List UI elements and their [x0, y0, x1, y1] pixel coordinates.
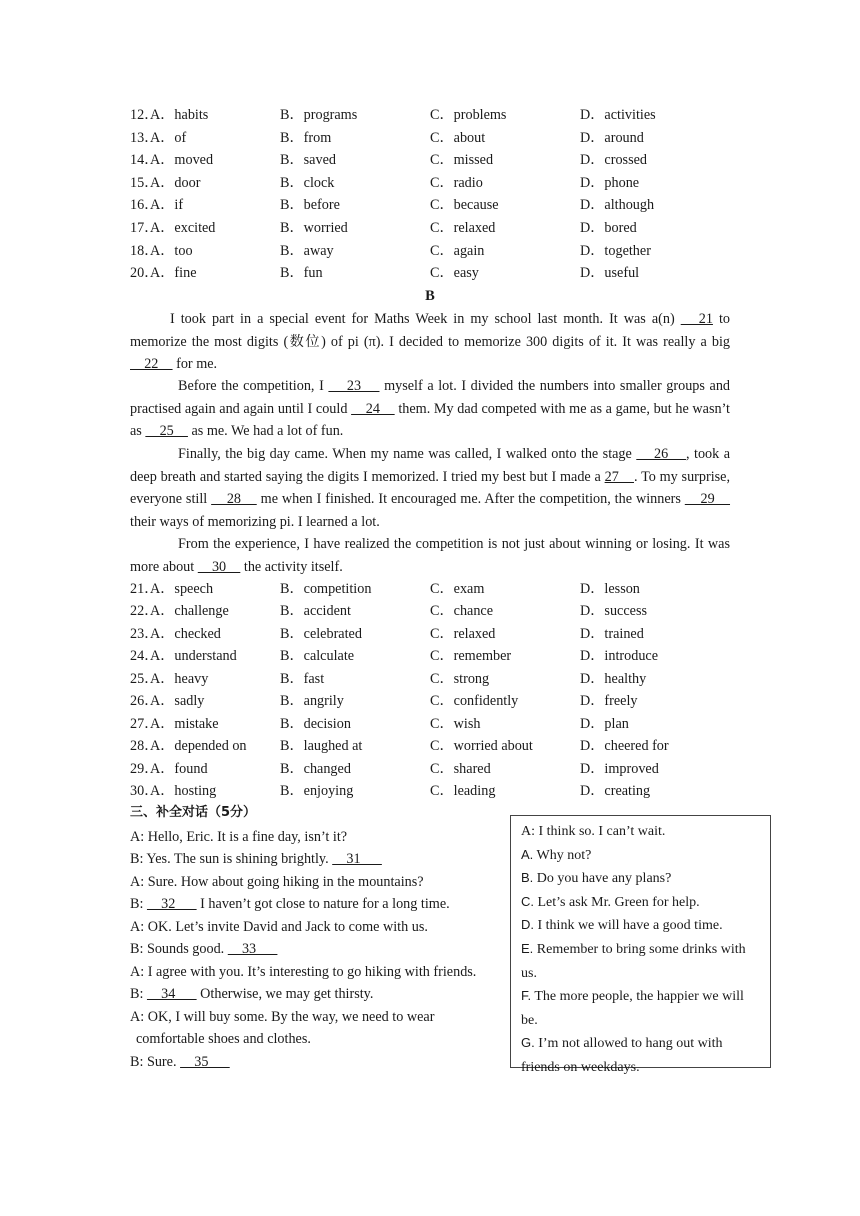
passage-paragraph-4 [130, 533, 730, 578]
box-line [521, 938, 762, 962]
dialogue-text: A: OK. Let’s invite David and Jack to come with us. [130, 919, 428, 935]
dialogue-text: B: [130, 986, 147, 1002]
option-a: A．door [150, 175, 201, 191]
dialogue-text: A: I agree with you. It’s interesting to go hiking with friends. [130, 964, 477, 980]
dialogue-text: A: Sure. How about going hiking in the mountains? [130, 874, 424, 890]
option-b: B．programs [280, 107, 358, 123]
passage-text: as me. We had a lot of fun. [187, 423, 344, 440]
question-row [130, 735, 730, 757]
option-text: I think we will have a good time. [534, 918, 723, 934]
dialogue-line [136, 1028, 516, 1051]
option-letter: B. [521, 870, 534, 886]
option-text: Do you have any plans? [533, 871, 672, 887]
question-number: 23． [130, 626, 159, 642]
question-row [130, 713, 730, 735]
box-line [521, 985, 762, 1009]
dialogue-text: B: Yes. The sun is shining brightly. [130, 851, 333, 867]
question-row [130, 104, 730, 126]
passage-text: From the experience, I have realized the competition is not just about winning or losing. It was more about [130, 536, 730, 575]
blank-23: 23 [328, 378, 380, 394]
question-row [130, 645, 730, 667]
option-b: B．angrily [280, 693, 344, 709]
question-row [130, 127, 730, 149]
option-a: A．if [150, 197, 184, 213]
option-b: B．enjoying [280, 783, 354, 799]
blank-34: 34 [146, 986, 197, 1002]
option-b: B．before [280, 197, 340, 213]
passage-text: Finally, the big day came. When my name was called, I walked onto the stage [178, 446, 637, 462]
dialogue-text: I haven’t got close to nature for a long time. [196, 896, 450, 912]
option-c: C．radio [430, 175, 483, 191]
dialogue-line [130, 1051, 510, 1074]
blank-30: 30 [197, 558, 241, 575]
option-text: The more people, the happier we will [531, 989, 744, 1005]
dialogue-text: B: Sounds good. [130, 941, 228, 957]
question-number: 16． [130, 197, 159, 213]
passage-paragraph-1 [130, 308, 730, 376]
question-row [130, 194, 730, 216]
option-letter: C. [521, 893, 534, 909]
option-a: A．too [150, 243, 193, 259]
option-letter: F. [521, 988, 532, 1004]
option-d: D．crossed [580, 152, 647, 168]
question-number: 28． [130, 738, 159, 754]
option-d: D．trained [580, 626, 644, 642]
box-line [521, 820, 762, 844]
question-row [130, 172, 730, 194]
option-d: D．freely [580, 693, 638, 709]
option-d: D．bored [580, 220, 637, 236]
option-c: C．relaxed [430, 220, 496, 236]
passage-text: for me. [172, 356, 218, 373]
option-a: A．heavy [150, 671, 209, 687]
option-b: B．clock [280, 175, 335, 191]
option-d: D．introduce [580, 648, 659, 664]
option-c: C．because [430, 197, 499, 213]
option-a: A．speech [150, 581, 214, 597]
question-number: 21． [130, 581, 159, 597]
question-number: 25． [130, 671, 159, 687]
option-letter: D. [521, 917, 534, 933]
blank-22: 22 [130, 356, 173, 373]
option-c: C．chance [430, 603, 494, 619]
dialogue-line [130, 893, 510, 916]
option-d: D．around [580, 130, 644, 146]
option-a: A．challenge [150, 603, 229, 619]
option-b: B．decision [280, 716, 351, 732]
option-d: D．lesson [580, 581, 640, 597]
question-number: 18． [130, 243, 159, 259]
blank-33: 33 [227, 941, 278, 957]
option-c: C．about [430, 130, 486, 146]
box-line [521, 1056, 762, 1080]
question-number: 24． [130, 648, 159, 664]
box-line [521, 867, 762, 891]
option-text: Remember to bring some drinks with [533, 941, 746, 957]
option-a: A．checked [150, 626, 221, 642]
passage-paragraph-3 [130, 443, 730, 533]
question-row [130, 149, 730, 171]
option-d: D．useful [580, 265, 640, 281]
option-a: A．depended on [150, 738, 247, 754]
blank-26: 26 [636, 446, 687, 462]
section-b-title: B [425, 288, 435, 304]
blank-29: 29 [684, 491, 731, 508]
passage-text: the activity itself. [240, 558, 343, 575]
question-number: 12． [130, 107, 159, 123]
option-d: D．success [580, 603, 647, 619]
option-b: B．away [280, 243, 334, 259]
option-c: C．exam [430, 581, 485, 597]
option-text: friends on weekdays. [521, 1059, 640, 1075]
passage-text: Before the competition, I [178, 378, 329, 394]
option-letter: G. [521, 1035, 535, 1051]
box-line [521, 914, 762, 938]
blank-25: 25 [145, 423, 188, 440]
option-d: D．healthy [580, 671, 647, 687]
question-row [130, 690, 730, 712]
option-b: B．changed [280, 761, 351, 777]
option-c: C．worried about [430, 738, 533, 754]
option-a: A．hosting [150, 783, 217, 799]
box-line [521, 891, 762, 915]
blank-24: 24 [351, 400, 395, 417]
option-a: A．fine [150, 265, 197, 281]
option-a: A．habits [150, 107, 209, 123]
box-line [521, 844, 762, 868]
option-text: A: I think so. I can’t wait. [521, 824, 666, 839]
passage-text: I took part in a special event for Maths Week in my school last month. It was a(n) [170, 311, 681, 327]
answer-options-box [510, 815, 771, 1075]
option-b: B．from [280, 130, 332, 146]
option-c: C．strong [430, 671, 490, 687]
option-c: C．relaxed [430, 626, 496, 642]
option-a: A．moved [150, 152, 214, 168]
option-d: D．phone [580, 175, 640, 191]
passage-text: , took a deep breath and started saying the digits I memorized. I tried my best but I made a [130, 446, 730, 485]
question-row [130, 262, 730, 284]
option-text: Why not? [533, 847, 592, 863]
dialogue-line [130, 961, 510, 984]
option-c: C．shared [430, 761, 491, 777]
passage-paragraph-2 [130, 375, 730, 443]
question-row [130, 217, 730, 239]
dialogue-line [130, 871, 510, 894]
option-c: C．remember [430, 648, 512, 664]
box-line [521, 1032, 762, 1056]
option-a: A．sadly [150, 693, 205, 709]
blank-27: 27 [604, 468, 634, 485]
dialogue-line [130, 1006, 510, 1029]
question-number: 17． [130, 220, 159, 236]
passage-text: myself a lot. I divided the numbers into smaller groups and practised again and again until I could [130, 378, 731, 417]
option-b: B．calculate [280, 648, 355, 664]
option-b: B．worried [280, 220, 348, 236]
option-b: B．fun [280, 265, 323, 281]
question-row [130, 240, 730, 262]
option-c: C．easy [430, 265, 479, 281]
option-d: D．plan [580, 716, 629, 732]
option-d: D．activities [580, 107, 656, 123]
option-a: A．understand [150, 648, 237, 664]
dialogue-text: B: [130, 896, 147, 912]
dialogue-line [130, 938, 510, 961]
dialogue-text: A: OK, I will buy some. By the way, we need to wear [130, 1009, 435, 1025]
option-c: C．wish [430, 716, 481, 732]
question-row [130, 623, 730, 645]
option-b: B．celebrated [280, 626, 362, 642]
blank-21: 21 [680, 311, 713, 327]
option-d: D．improved [580, 761, 659, 777]
option-a: A．mistake [150, 716, 219, 732]
option-c: C．confidently [430, 693, 519, 709]
question-row [130, 668, 730, 690]
option-a: A．of [150, 130, 187, 146]
dialogue-line [130, 983, 510, 1006]
question-number: 27． [130, 716, 159, 732]
question-number: 13． [130, 130, 159, 146]
dialogue-text: Otherwise, we may get thirsty. [196, 986, 374, 1002]
option-letter: A. [521, 846, 534, 862]
option-c: C．problems [430, 107, 507, 123]
option-b: B．laughed at [280, 738, 363, 754]
option-b: B．accident [280, 603, 351, 619]
dialogue-line [130, 916, 510, 939]
passage-text: them. My dad competed with me as a game, but he wasn’t as [130, 400, 730, 440]
question-number: 14． [130, 152, 159, 168]
blank-28: 28 [211, 491, 257, 508]
blank-35: 35 [180, 1054, 230, 1070]
passage-text: me when I finished. It encouraged me. After the competition, the winners [256, 491, 685, 508]
question-number: 15． [130, 175, 159, 191]
question-row [130, 578, 730, 600]
section-3-heading: 三、补全对话（5分） [130, 805, 257, 820]
option-c: C．again [430, 243, 485, 259]
option-b: B．saved [280, 152, 336, 168]
dialogue-text: B: Sure. [130, 1054, 181, 1070]
option-c: C．leading [430, 783, 496, 799]
question-number: 22． [130, 603, 159, 619]
option-text: be. [521, 1012, 538, 1028]
passage-text: . To my surprise, everyone still [130, 468, 731, 508]
passage-text: to memorize the most digits (数位) of pi (π). I decided to memorize 300 digits of it. It was really a big [130, 311, 730, 350]
box-line [521, 962, 762, 986]
dialogue-line [130, 848, 510, 871]
dialogue-line [130, 826, 510, 849]
option-d: D．cheered for [580, 738, 669, 754]
option-a: A．found [150, 761, 208, 777]
question-number: 29． [130, 761, 159, 777]
option-b: B．competition [280, 581, 372, 597]
dialogue-text: comfortable shoes and clothes. [136, 1031, 311, 1047]
question-row [130, 758, 730, 780]
option-text: I’m not allowed to hang out with [534, 1036, 723, 1052]
question-row [130, 600, 730, 622]
blank-31: 31 [332, 851, 382, 867]
question-row [130, 780, 730, 802]
option-text: us. [521, 965, 537, 981]
question-number: 26． [130, 693, 159, 709]
option-d: D．although [580, 197, 655, 213]
passage-text: their ways of memorizing pi. I learned a lot. [130, 513, 380, 530]
blank-32: 32 [146, 896, 197, 912]
question-number: 30． [130, 783, 159, 799]
option-text: Let’s ask Mr. Green for help. [534, 894, 700, 910]
option-d: D．creating [580, 783, 651, 799]
question-number: 20． [130, 265, 159, 281]
option-a: A．excited [150, 220, 216, 236]
option-letter: E. [521, 940, 534, 956]
dialogue-text: A: Hello, Eric. It is a fine day, isn’t it? [130, 829, 348, 845]
box-line [521, 1009, 762, 1033]
option-b: B．fast [280, 671, 325, 687]
option-d: D．together [580, 243, 651, 259]
option-c: C．missed [430, 152, 494, 168]
